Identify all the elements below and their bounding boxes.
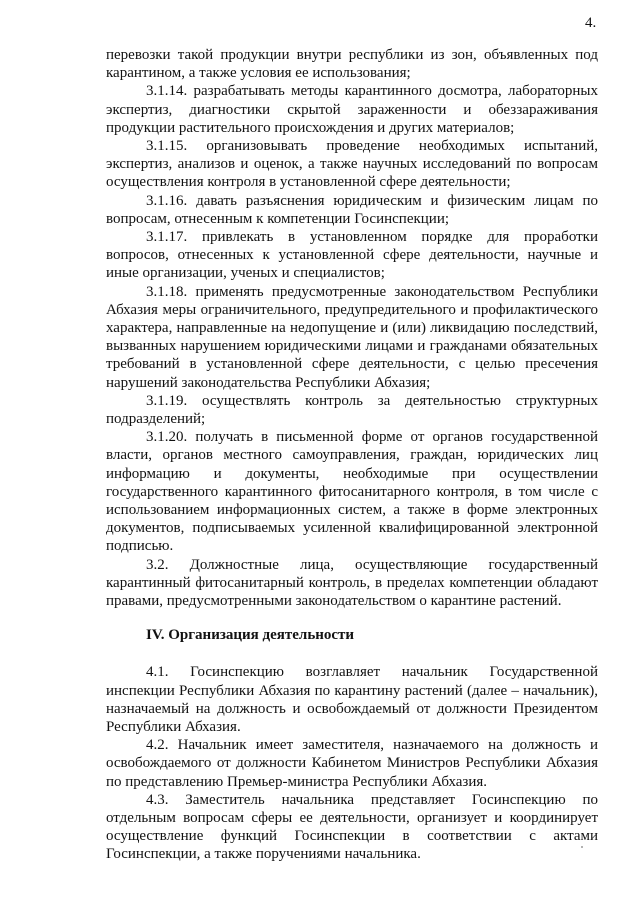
paragraph-3-2: 3.2. Должностные лица, осуществляющие государственный карантинный фитосанитарный контроль, в пределах компетенции обладают правами, предусмотренными законодательством о карантине растений. xyxy=(106,556,598,610)
paragraph-3-1-19: 3.1.19. осуществлять контроль за деятельностью структурных подразделений; xyxy=(106,392,598,428)
paragraph-3-1-18: 3.1.18. применять предусмотренные законодательством Республики Абхазия меры ограничительного, предупредительного и профилактического характера, направленные на недопущение и (или) ликвидацию последствий, вызванных нарушением юридическими лицами и гражданами обязательных требований в установленной сфере деятельности, с целью пресечения нарушений законодательства Республики Абхазия; xyxy=(106,283,598,391)
document-body xyxy=(106,46,598,864)
paragraph-4-2: 4.2. Начальник имеет заместителя, назначаемого на должность и освобождаемого от должности Кабинетом Министров Республики Абхазия по представлению Премьер-министра Республики Абхазия. xyxy=(106,737,598,790)
paragraph-3-1-15: 3.1.15. организовывать проведение необходимых испытаний, экспертиз, анализов и оценок, а также научных исследований по вопросам осуществления контроля в установленной сфере деятельности; xyxy=(106,138,598,191)
paragraph-4-3: 4.3. Заместитель начальника представляет Госинспекцию по отдельным вопросам сферы ее деятельности, организует и координирует осуществление функций Госинспекции в соответствии с актами Госинспекции, а также поручениями начальника. xyxy=(106,791,598,863)
paragraph-3-1-16: 3.1.16. давать разъяснения юридическим и физическим лицам по вопросам, отнесенным к компетенции Госинспекции; xyxy=(106,192,598,227)
paragraph-4-1: 4.1. Госинспекцию возглавляет начальник Государственной инспекции Республики Абхазия по карантину растений (далее – начальник), назначаемый на должность и освобождаемый от должности Президентом Республики Абхазия. xyxy=(106,664,598,735)
paragraph-3-1-17: 3.1.17. привлекать в установленном порядке для проработки вопросов, отнесенных к установленной сфере деятельности, научные и иные организации, ученых и специалистов; xyxy=(106,229,598,282)
paragraph-3-1-14: 3.1.14. разрабатывать методы карантинного досмотра, лабораторных экспертиз, диагностики скрытой зараженности и обеззараживания продукции растительного происхождения и других материалов; xyxy=(106,83,598,136)
scan-speck xyxy=(581,846,583,848)
paragraph-continued: перевозки такой продукции внутри республики из зон, объявленных под карантином, а также условия ее использования; xyxy=(106,47,598,82)
page-number: 4. xyxy=(585,15,597,31)
section-heading: IV. Организация деятельности xyxy=(146,627,355,644)
paragraph-3-1-20: 3.1.20. получать в письменной форме от органов государственной власти, органов местного самоуправления, граждан, юридических лиц информацию и документы, необходимые при осуществлении государственного карантинного фитосанитарного контроля, в том числе с использованием информационных систем, а также в форме электронных документов, подписываемых усиленной квалифицированной электронной подписью. xyxy=(106,429,598,555)
